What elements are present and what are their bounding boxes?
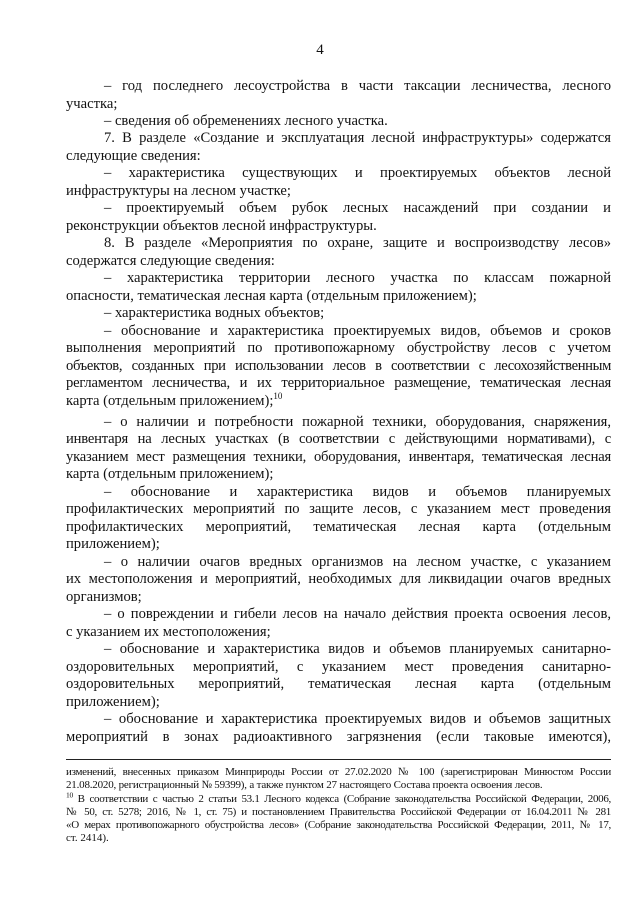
body-line: карта (отдельным приложением);: [66, 466, 274, 482]
body-line: приложением);: [66, 694, 160, 710]
body-line: объектов, созданных при использовании лесов в соответствии с лесохозяйственным: [66, 358, 611, 374]
footnote-number: 10: [66, 790, 73, 800]
footnote-line: 21.08.2020, регистрационный № 59399), а также пунктом 27 настоящего Состава проекта освоения лесов.: [66, 779, 543, 791]
body-line: – о наличии и потребности пожарной техники, оборудования, снаряжения,: [104, 414, 611, 430]
body-line: инфраструктуры на лесном участке;: [66, 183, 291, 199]
body-line: участка;: [66, 96, 118, 112]
body-line-text: карта (отдельным приложением);: [66, 393, 274, 409]
section-7-heading: 7. В разделе «Создание и эксплуатация лесной инфраструктуры» содержатся: [104, 130, 611, 146]
page-number: 4: [316, 42, 324, 58]
footnote-line: изменений, внесенных приказом Минприроды России от 27.02.2020 № 100 (зарегистрирован Минюстом России: [66, 766, 611, 778]
body-line: – характеристика территории лесного участка по классам пожарной: [104, 270, 611, 286]
body-line: инвентаря на лесных участках (в соответствии с действующими нормативами), с: [66, 431, 611, 447]
footnote-line: ст. 2414).: [66, 832, 109, 844]
body-line: оздоровительных мероприятий, тематическая лесная карта (отдельным: [66, 676, 611, 692]
body-line: – обоснование и характеристика проектируемых видов, объемов и сроков: [104, 323, 611, 339]
body-line: опасности, тематическая лесная карта (отдельным приложением);: [66, 288, 477, 304]
body-line: – проектируемый объем рубок лесных насаждений при создании и: [104, 200, 611, 216]
section-8-heading: 8. В разделе «Мероприятия по охране, защите и воспроизводству лесов»: [104, 235, 611, 251]
body-line: – о повреждении и гибели лесов на начало действия проекта освоения лесов,: [104, 606, 611, 622]
body-line: их местоположения и мероприятий, необходимых для ликвидации очагов вредных: [66, 571, 611, 587]
body-line: указанием мест размещения техники, оборудования, инвентаря, тематическая лесная: [66, 449, 611, 465]
body-line: с указанием их местоположения;: [66, 624, 271, 640]
body-line: – о наличии очагов вредных организмов на лесном участке, с указанием: [104, 554, 611, 570]
footnote-line: № 50, ст. 5278; 2016, № 1, ст. 75) и постановлением Правительства Российской Федерации от 16.04.2011 № 281: [66, 806, 611, 818]
body-line: оздоровительных мероприятий, с указанием мест проведения санитарно-: [66, 659, 611, 675]
body-line: – обоснование и характеристика видов и объемов планируемых: [104, 484, 611, 500]
body-line: [66, 393, 611, 410]
body-line: – сведения об обременениях лесного участка.: [104, 113, 388, 129]
footnote-separator: [66, 759, 611, 760]
body-line: реконструкции объектов лесной инфраструктуры.: [66, 218, 377, 234]
body-line: следующие сведения:: [66, 148, 201, 164]
body-line: – обоснование и характеристика видов и объемов планируемых санитарно-: [104, 641, 611, 657]
body-line: содержатся следующие сведения:: [66, 253, 275, 269]
body-line: регламентом лесничества, и их территориальное размещение, тематическая лесная: [66, 375, 611, 391]
footnote-text: В соответствии с частью 2 статьи 53.1 Лесного кодекса (Собрание законодательства Российской Федерации, 2006,: [77, 793, 611, 805]
body-line: – характеристика существующих и проектируемых объектов лесной: [104, 165, 611, 181]
body-line: организмов;: [66, 589, 142, 605]
body-line: – год последнего лесоустройства в части таксации лесничества, лесного: [104, 78, 611, 94]
body-line: приложением);: [66, 536, 160, 552]
body-line: мероприятий в зонах радиоактивного загрязнения (если таковые имеются),: [66, 729, 611, 745]
body-line: профилактических мероприятий, тематическая лесная карта (отдельным: [66, 519, 611, 535]
body-line: выполнения мероприятий по противопожарному обустройству лесов с учетом: [66, 340, 611, 356]
body-line: – характеристика водных объектов;: [104, 305, 325, 321]
footnote-line: «О мерах противопожарного обустройства лесов» (Собрание законодательства Российской Федерации, 2011, № 17,: [66, 819, 611, 831]
footnote-10: [66, 790, 611, 806]
body-line: профилактических мероприятий по защите лесов, с указанием мест проведения: [66, 501, 611, 517]
body-line: – обоснование и характеристика проектируемых видов и объемов защитных: [104, 711, 611, 727]
footnote-reference: 10: [273, 391, 283, 402]
